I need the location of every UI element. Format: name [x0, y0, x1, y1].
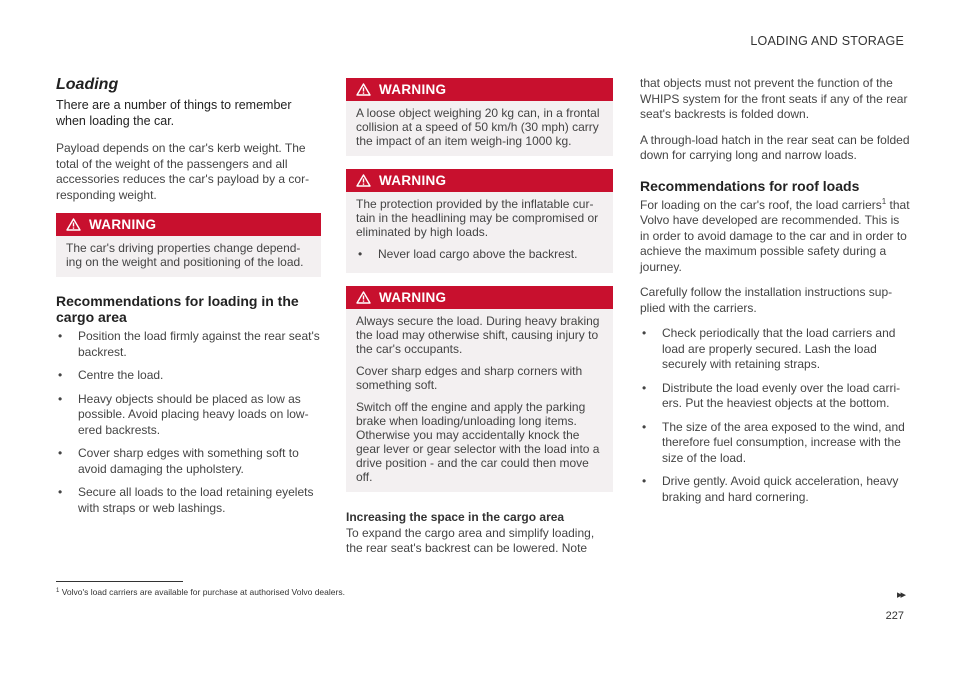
column-left [56, 76, 321, 524]
warning-text: Switch off the engine and apply the parking brake when loading/unloading long items. Otherwise you may accidentally knock the gear lever or gear selector with the load into a drive position - and the car could then move off. [356, 399, 600, 484]
warning-header [346, 78, 613, 101]
hatch-paragraph: A through-load hatch in the rear seat can be folded down for carrying long and narrow loads. [640, 132, 910, 162]
list-item [640, 381, 910, 412]
space-paragraph: To expand the cargo area and simplify loading, the rear seat's backrest can be lowered. Note [346, 525, 595, 555]
warning-text: The protection provided by the inflatable cur-tain in the headlining may be compromised or eliminated by high loads. [356, 197, 599, 239]
warning-triangle-icon [356, 291, 371, 304]
warning-header [346, 286, 613, 309]
install-paragraph: Carefully follow the installation instructions sup-plied with the carriers. [640, 285, 893, 315]
warning-title: WARNING [379, 82, 447, 97]
footnote-ref: 1 [881, 196, 887, 206]
loading-intro: There are a number of things to remember when loading the car. [56, 98, 292, 128]
list-item-text: Secure all loads to the load retaining eyelets with straps or web lashings. [78, 485, 314, 515]
warning-box-loose-object [346, 78, 613, 156]
page-number: 227 [885, 610, 904, 622]
list-item [356, 247, 603, 263]
warning-text: Always secure the load. During heavy braking the load may otherwise shift, causing injury to the car's occupants. [356, 313, 600, 356]
page-header-title: LOADING AND STORAGE [750, 34, 904, 48]
roof-text: For loading on the car's roof, the load carriers [640, 197, 882, 212]
bullet-dot-icon: • [58, 329, 63, 343]
whips-paragraph: that objects must not prevent the function of the WHIPS system for the front seats if any of the rear seat's backrests is folded down. [640, 76, 908, 121]
space-heading: Increasing the space in the cargo area [346, 509, 565, 524]
payload-paragraph: Payload depends on the car's kerb weight. The total of the weight of the passengers and all accessories reduces the car's payload by a cor-responding weight. [56, 141, 310, 202]
warning-header [346, 169, 613, 192]
warning-box-driving-properties [56, 213, 321, 277]
bullet-dot-icon: • [58, 391, 63, 406]
bullet-dot-icon: • [58, 485, 63, 499]
warning-text: A loose object weighing 20 kg can, in a frontal collision at a speed of 50 km/h (30 mph) carry the impact of an item weigh-ing 1000 kg. [356, 106, 600, 148]
list-item [640, 474, 910, 505]
bullet-dot-icon: • [58, 368, 63, 382]
roof-paragraph [640, 198, 910, 276]
loading-heading: Loading [56, 76, 119, 93]
bullet-dot-icon: • [642, 419, 647, 434]
warning-title: WARNING [379, 173, 447, 188]
column-right [640, 76, 910, 513]
warning-title: WARNING [379, 289, 447, 305]
list-item [640, 420, 910, 467]
list-item-text: Position the load firmly against the rear seat's backrest. [78, 329, 320, 359]
warning-title: WARNING [89, 217, 157, 232]
warning-triangle-icon [356, 174, 371, 187]
warning-box-secure-load [346, 286, 613, 492]
bullet-dot-icon: • [642, 474, 647, 488]
bullet-dot-icon: • [642, 326, 647, 340]
list-item-text: Distribute the load evenly over the load carri-ers. Put the heaviest objects at the bottom. [662, 380, 901, 410]
cargo-area-list [56, 329, 321, 516]
footnote-text: Volvo's load carriers are available for purchase at authorised Volvo dealers. [59, 587, 345, 597]
bullet-dot-icon: • [58, 446, 63, 460]
list-item-text: Cover sharp edges with something soft to avoid damaging the upholstery. [78, 446, 299, 476]
list-item [56, 446, 321, 477]
list-item-text: Never load cargo above the backrest. [378, 247, 578, 261]
footnote [56, 587, 345, 597]
warning-text: Cover sharp edges and sharp corners with something soft. [356, 363, 583, 392]
list-item-text: Centre the load. [78, 368, 164, 382]
warning-header [56, 213, 321, 236]
column-middle [346, 78, 613, 567]
list-item-text: Drive gently. Avoid quick acceleration, heavy braking and hard cornering. [662, 474, 899, 504]
warning-triangle-icon [356, 83, 371, 96]
footnote-divider [56, 581, 183, 582]
list-item-text: Check periodically that the load carriers and load are properly secured. Lash the load securely with retaining straps. [662, 326, 896, 371]
list-item [56, 392, 321, 439]
list-item [56, 368, 321, 384]
warning-list [356, 247, 603, 263]
list-item [640, 326, 910, 373]
warning-text: The car's driving properties change depend-ing on the weight and positioning of the load. [66, 241, 304, 269]
roof-loads-heading: Recommendations for roof loads [640, 177, 860, 194]
roof-text: that Volvo have developed are recommended. This is in order to avoid damage to the car and in order to achieve the maximum possible safety during a journey. [640, 197, 910, 274]
footnote-number: 1 [56, 588, 60, 594]
next-page-arrows-icon[interactable]: ▸▸ [896, 589, 904, 601]
roof-loads-list [640, 326, 910, 505]
bullet-dot-icon: • [358, 247, 363, 261]
list-item-text: The size of the area exposed to the wind, and therefore fuel consumption, increase with the size of the load. [662, 419, 905, 465]
cargo-area-heading: Recommendations for loading in the cargo area [56, 293, 299, 325]
list-item-text: Heavy objects should be placed as low as possible. Avoid placing heavy loads on low-ered backrests. [78, 391, 309, 437]
warning-triangle-icon [66, 218, 81, 231]
bullet-dot-icon: • [642, 380, 647, 395]
list-item [56, 329, 321, 360]
warning-box-inflatable-curtain [346, 169, 613, 273]
list-item [56, 485, 321, 516]
